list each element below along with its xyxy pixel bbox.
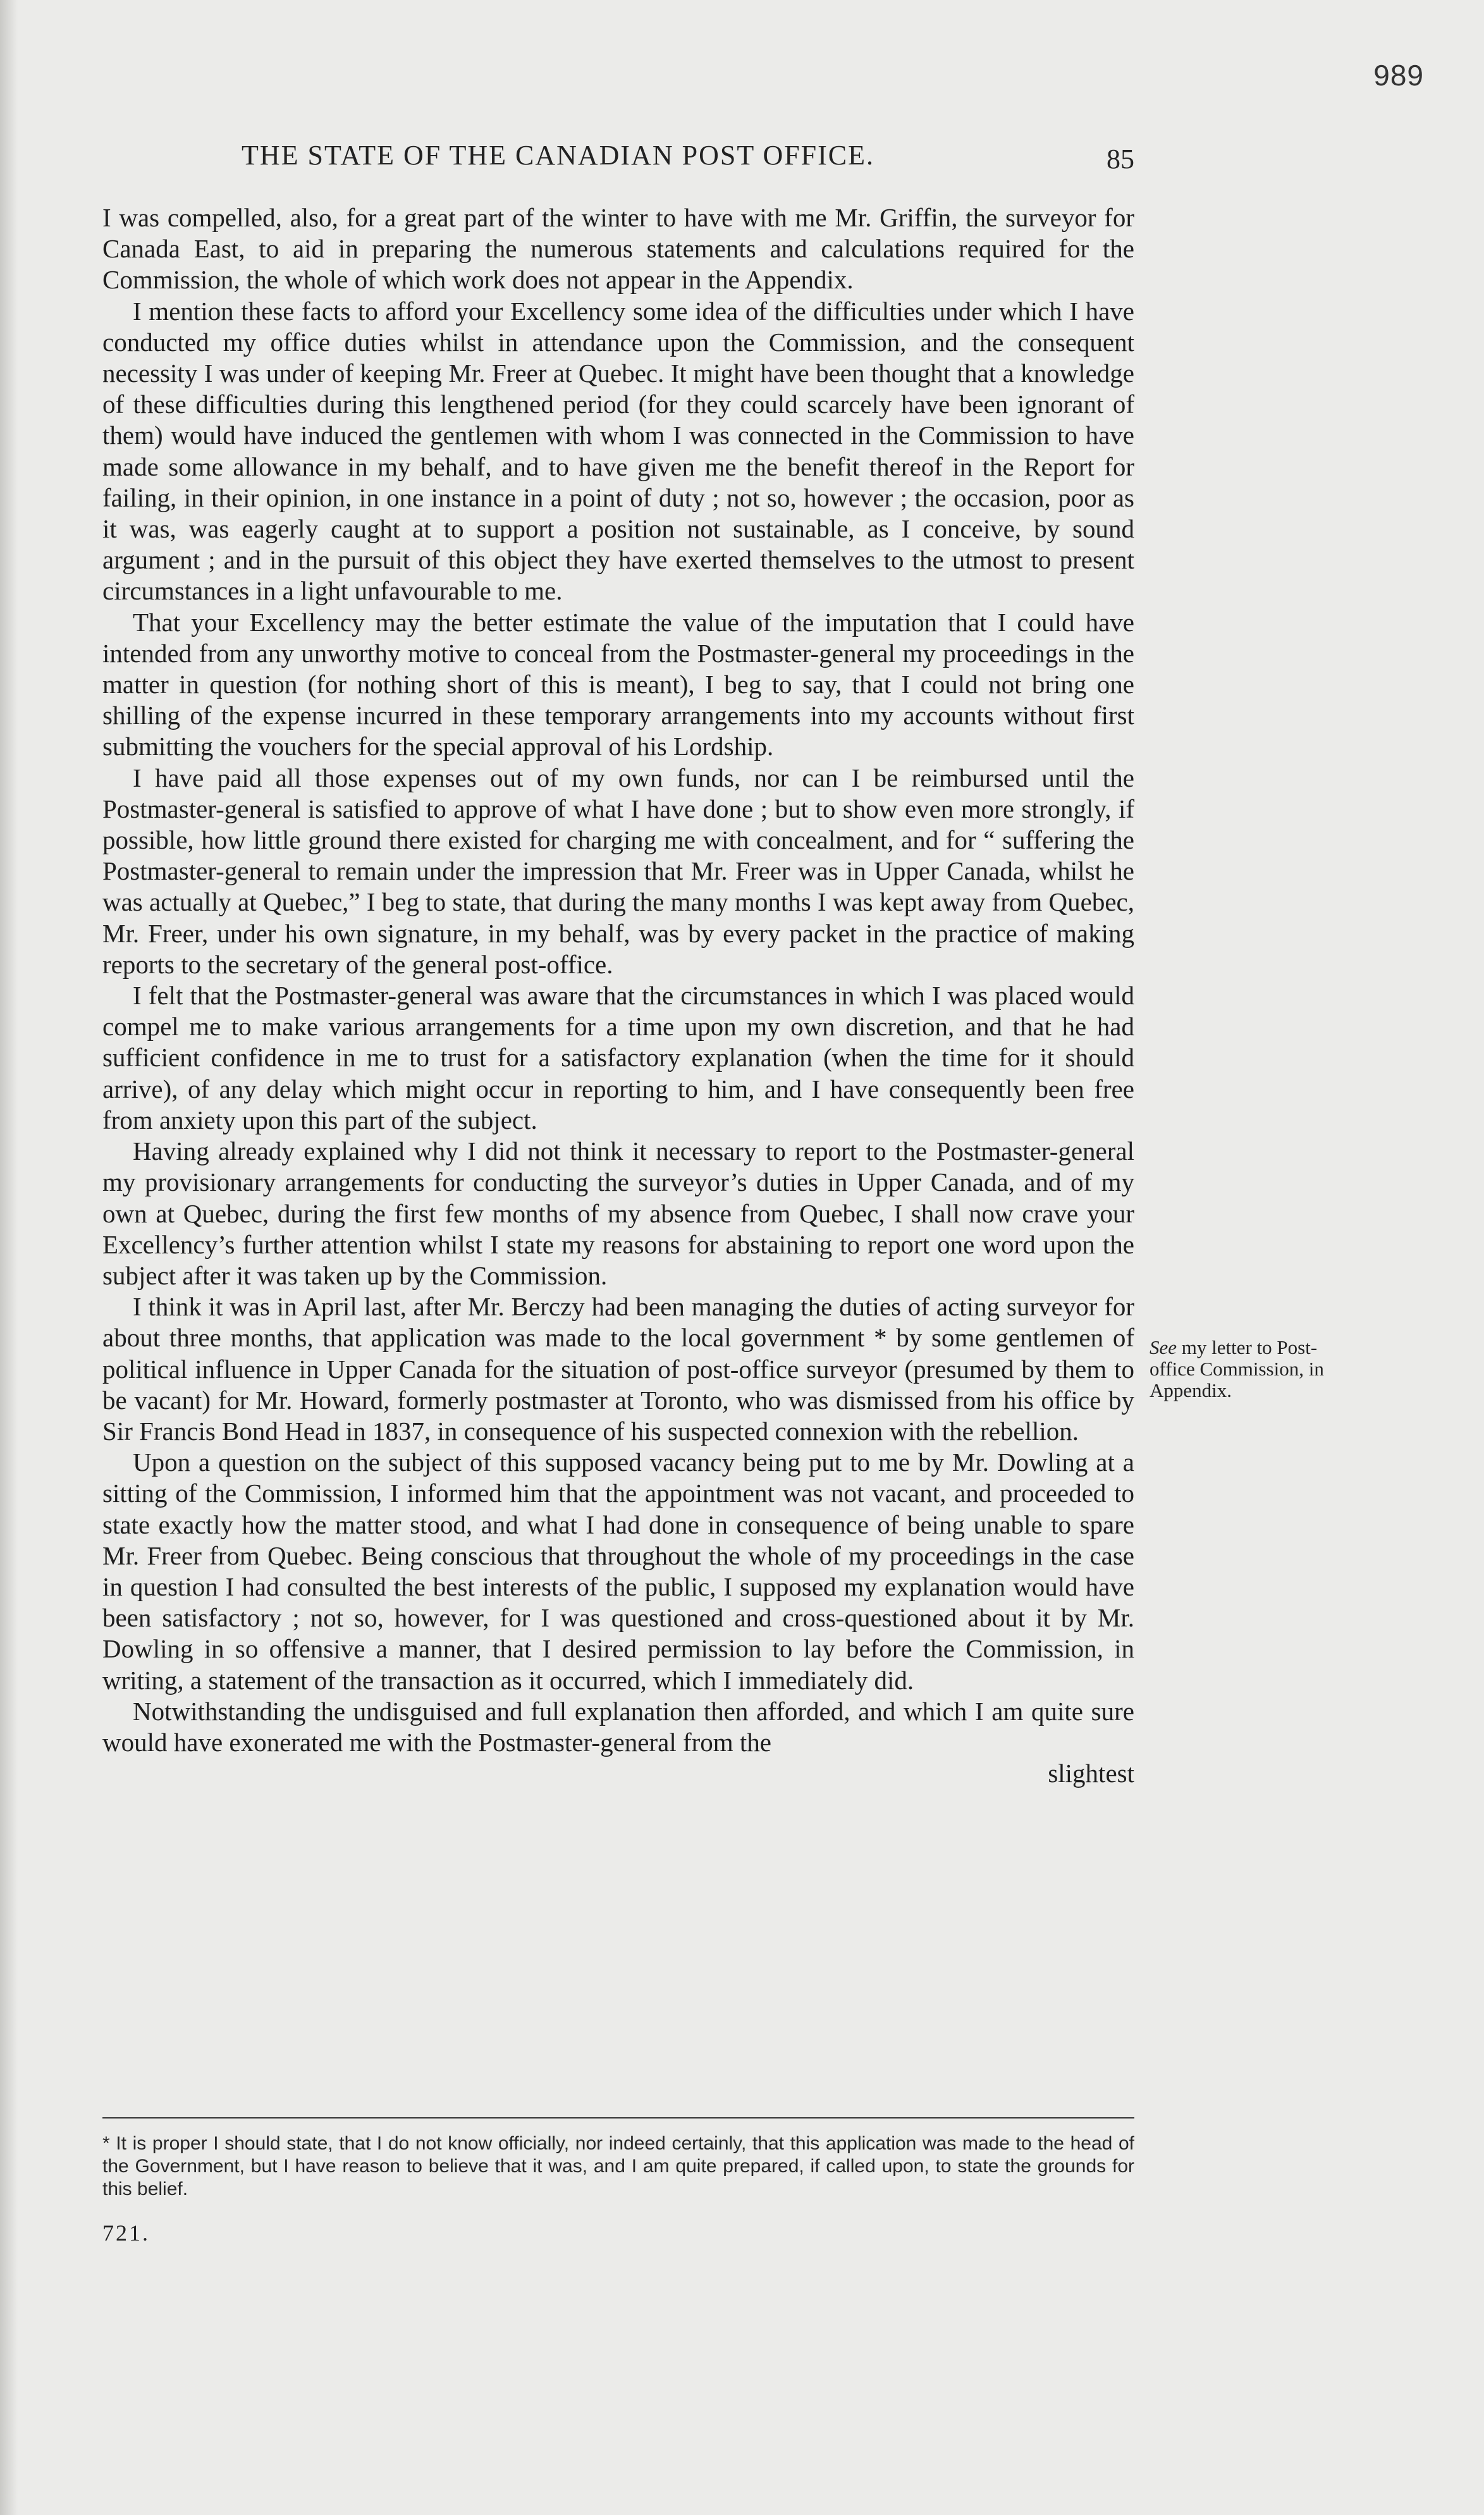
marginal-note-italic: See <box>1150 1336 1177 1358</box>
paragraph-8: Upon a question on the subject of this supposed vacancy being put to me by Mr. Dowling at a sitting of the Commission, I informed him that the appointment was not vacant, and proceeded to state exactly how the matter stood, and what I had done in consequence of being unable to spare Mr. Freer from Quebec. Being conscious that throughout the whole of my proceedings in the case in question I had consulted the best interests of the public, I supposed my explanation would have been satisfactory ; not so, however, for I was questioned and cross-questioned about it by Mr. Dowling in so offensive a manner, that I desired permission to lay before the Commission, in writing, a statement of the transaction as it occurred, which I immediately did. <box>102 1448 1134 1695</box>
marginal-note-text: my letter to Post-office Commission, in Appendix. <box>1150 1336 1324 1401</box>
footnote: * It is proper I should state, that I do not know officially, nor indeed certainly, that this application was made to the head of the Government, but I have reason to believe that it was, and I am quite prepared, if called upon, to state the grounds for this belief. <box>102 2133 1134 2199</box>
binding-shadow <box>0 0 18 2515</box>
paragraph-1: I was compelled, also, for a great part of the winter to have with me Mr. Griffin, the surveyor for Canada East, to aid in preparing the numerous statements and calculations required for the Commission, the whole of which work does not appear in the Appendix. <box>102 203 1134 295</box>
catchword: slightest <box>1048 1759 1134 1788</box>
paragraph-3: That your Excellency may the better estimate the value of the imputation that I could have intended from any unworthy motive to conceal from the Postmaster-general my proceedings in the matter in question (for nothing short of this is meant), I beg to say, that I could not bring one shilling of the expense incurred in these temporary arrangements into my accounts without first submitting the vouchers for the special approval of his Lordship. <box>102 607 1134 761</box>
paragraph-9: Notwithstanding the undisguised and full explanation then afforded, and which I am quite sure would have exonerated me with the Postmaster-general from the <box>102 1696 1134 1757</box>
marginal-note <box>1150 1337 1358 1401</box>
paragraph-2: I mention these facts to afford your Excellency some idea of the difficulties under which I have conducted my office duties whilst in attendance upon the Commission, and the consequent necessity I was under of keeping Mr. Freer at Quebec. It might have been thought that a knowledge of these difficulties during this lengthened period (for they could scarcely have been ignorant of them) would have induced the gentlemen with whom I was connected in the Commission to have made some allowance in my behalf, and to have given me the benefit thereof in the Report for failing, in their opinion, in one instance in a point of duty ; not so, however ; the occasion, poor as it was, was eagerly caught at to support a position not sustainable, as I conceive, by sound argument ; and in the pursuit of this object they have exerted themselves to the utmost to present circumstances in a light unfavourable to me. <box>102 296 1134 606</box>
paragraph-5: I felt that the Postmaster-general was aware that the circumstances in which I was placed would compel me to make various arrangements for a time upon my own discretion, and that he had sufficient confidence in me to trust for a satisfactory explanation (when the time for it should arrive), of any delay which might occur in reporting to him, and I have consequently been free from anxiety upon this part of the subject. <box>102 981 1134 1135</box>
running-head-title: THE STATE OF THE CANADIAN POST OFFICE. <box>242 140 875 171</box>
page-folio: 85 <box>1107 144 1134 175</box>
paragraph-7: I think it was in April last, after Mr. Berczy had been managing the duties of acting surveyor for about three months, that application was made to the local government * by some gentlemen of political influence in Upper Canada for the situation of post-office surveyor (presumed by them to be vacant) for Mr. Howard, formerly postmaster at Toronto, who was dismissed from his office by Sir Francis Bond Head in 1837, in consequence of his suspected connexion with the rebellion. <box>102 1292 1134 1446</box>
signature-mark: 721. <box>102 2220 150 2246</box>
body-text <box>102 202 1134 1789</box>
paragraph-4: I have paid all those expenses out of my own funds, nor can I be reimbursed until the Postmaster-general is satisfied to approve of what I have done ; but to show even more strongly, if possible, how little ground there existed for charging me with concealment, and for “ suffering the Postmaster-general to remain under the impression that Mr. Freer was in Upper Canada, whilst he was actually at Quebec,” I beg to state, that during the many months I was kept away from Quebec, Mr. Freer, under his own signature, in my behalf, was by every packet in the practice of making reports to the secretary of the general post-office. <box>102 763 1134 979</box>
running-head <box>102 139 1134 177</box>
paragraph-6: Having already explained why I did not think it necessary to report to the Postmaster-general my provisionary arrangements for conducting the surveyor’s duties in Upper Canada, and of my own at Quebec, during the first few months of my absence from Quebec, I shall now crave your Excellency’s further attention whilst I state my reasons for abstaining to report one word upon the subject after it was taken up by the Commission. <box>102 1136 1134 1290</box>
archive-page-number: 989 <box>1373 59 1424 92</box>
footnote-divider <box>102 2117 1134 2118</box>
